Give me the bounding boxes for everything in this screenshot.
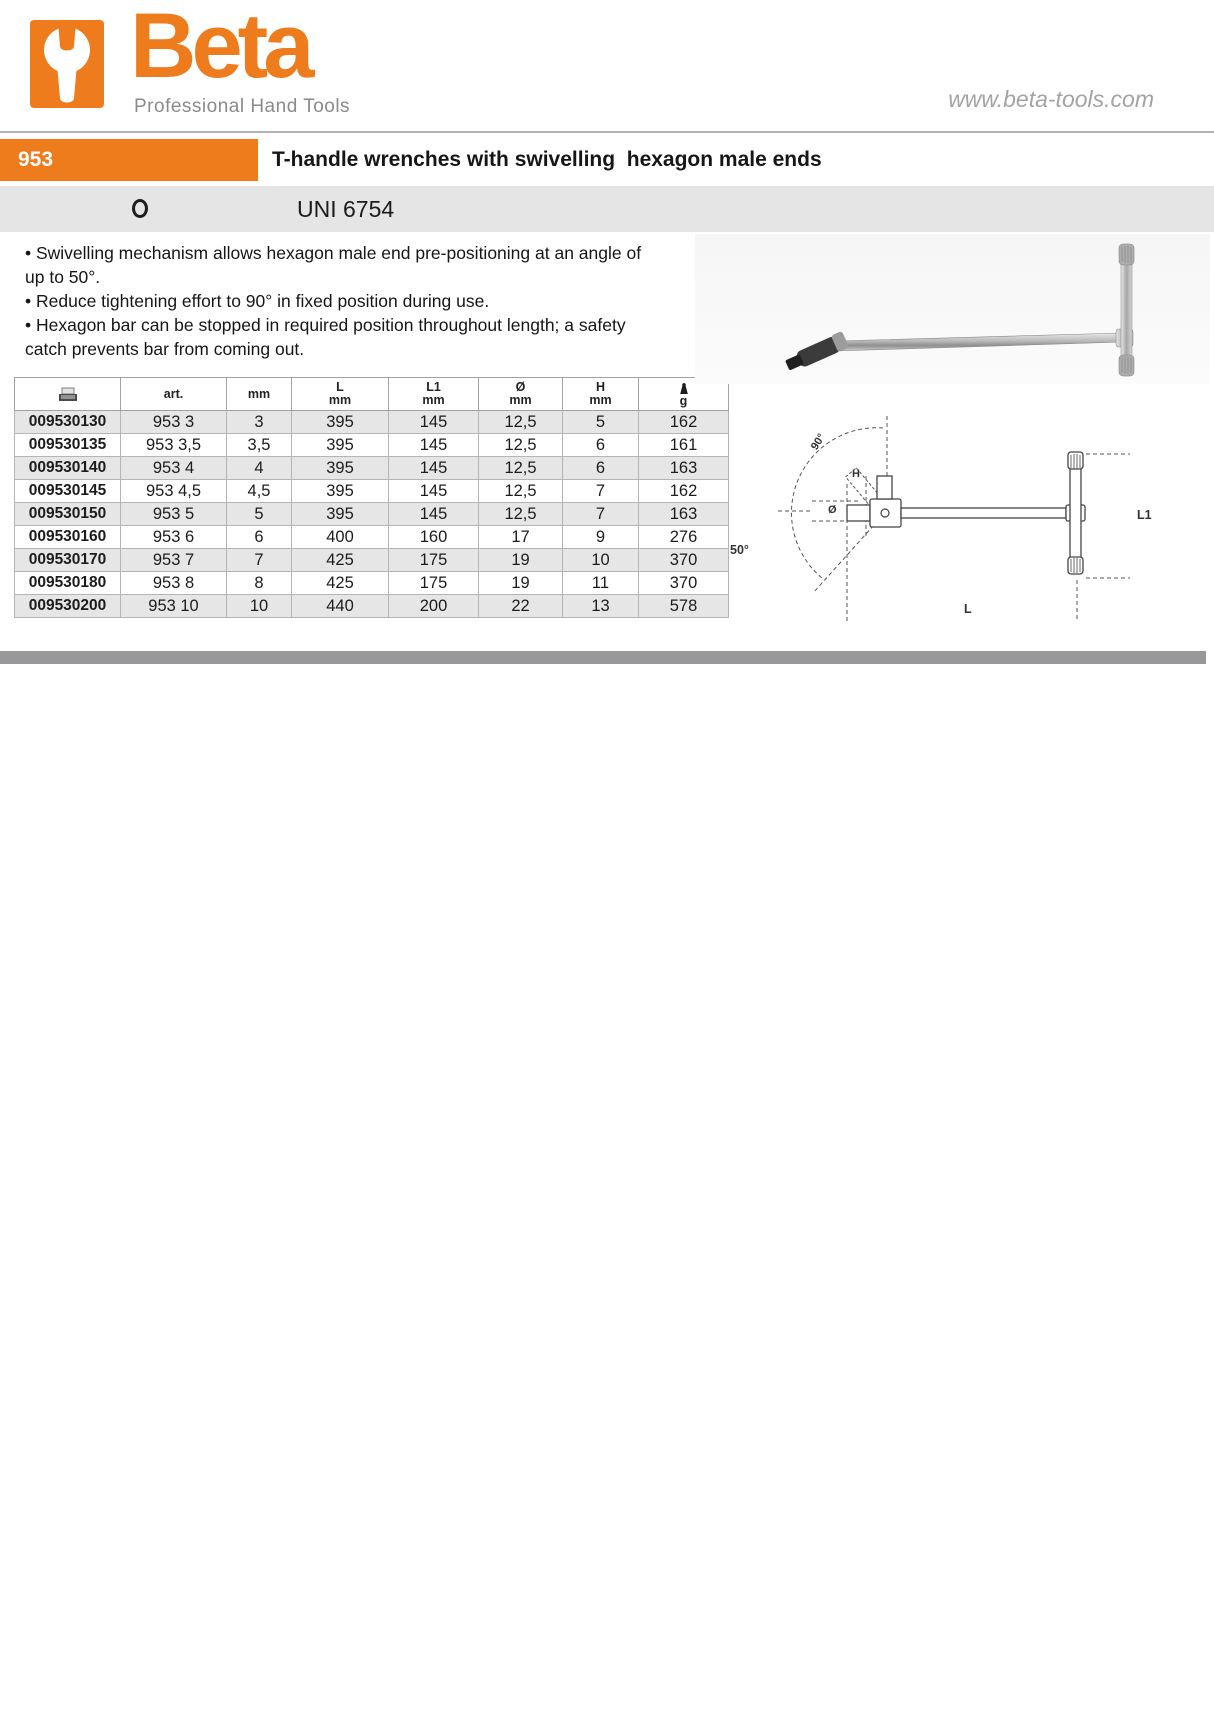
cell-H_mm: 13: [563, 595, 639, 618]
cell-weight_g: 162: [639, 411, 729, 434]
table-row: [15, 503, 729, 526]
diagram-h-label: H: [852, 468, 860, 480]
cell-H_mm: 7: [563, 503, 639, 526]
cell-diameter_mm: 22: [479, 595, 563, 618]
cell-H_mm: 6: [563, 457, 639, 480]
column-header-H_mm: [563, 378, 639, 411]
cell-L1_mm: 175: [389, 549, 479, 572]
cell-code: 009530150: [15, 503, 121, 526]
cell-L_mm: 395: [292, 480, 389, 503]
cell-code: 009530145: [15, 480, 121, 503]
cell-size_mm: 8: [227, 572, 292, 595]
diagram-l1-label: L1: [1137, 508, 1152, 522]
product-family-code: 953: [0, 139, 258, 181]
cell-art: 953 4: [121, 457, 227, 480]
column-header-code: [15, 378, 121, 411]
cell-weight_g: 370: [639, 549, 729, 572]
brand-logo: [30, 0, 370, 118]
cell-L_mm: 400: [292, 526, 389, 549]
cell-L_mm: 425: [292, 549, 389, 572]
cell-art: 953 5: [121, 503, 227, 526]
feature-bullet-1: • Swivelling mechanism allows hexagon male end pre-positioning at an angle of up to 50°.: [25, 243, 642, 287]
diagram-diameter-label: Ø: [828, 504, 837, 516]
cell-L_mm: 440: [292, 595, 389, 618]
column-header-L1_mm: [389, 378, 479, 411]
brand-wordmark: Beta: [130, 0, 310, 97]
spec-table-header-row: [15, 378, 729, 411]
cell-code: 009530180: [15, 572, 121, 595]
cell-L1_mm: 145: [389, 434, 479, 457]
t-handle-wrench-photo-illustration: [695, 234, 1210, 384]
table-row: [15, 572, 729, 595]
column-header-L_mm: [292, 378, 389, 411]
column-header-art: [121, 378, 227, 411]
cell-diameter_mm: 12,5: [479, 411, 563, 434]
technical-diagram: [700, 388, 1175, 633]
standard-label: UNI 6754: [297, 196, 395, 222]
cell-art: 953 3: [121, 411, 227, 434]
cell-weight_g: 370: [639, 572, 729, 595]
cell-art: 953 10: [121, 595, 227, 618]
table-row: [15, 434, 729, 457]
weight-icon: [679, 380, 689, 394]
cell-L1_mm: 145: [389, 411, 479, 434]
diagram-angle-90-label: 90°: [808, 431, 828, 453]
table-row: [15, 526, 729, 549]
column-label: L: [336, 380, 344, 394]
column-unit: mm: [422, 393, 445, 407]
table-row: [15, 457, 729, 480]
cell-size_mm: 4,5: [227, 480, 292, 503]
cell-H_mm: 11: [563, 572, 639, 595]
cell-art: 953 4,5: [121, 480, 227, 503]
page-title: T-handle wrenches with swivelling hexagon male ends: [272, 148, 822, 171]
cell-L1_mm: 175: [389, 572, 479, 595]
cell-H_mm: 7: [563, 480, 639, 503]
wrench-logo-icon: [30, 20, 104, 108]
cell-art: 953 3,5: [121, 434, 227, 457]
column-header-diameter_mm: [479, 378, 563, 411]
cell-H_mm: 6: [563, 434, 639, 457]
standard-bar: [0, 186, 1214, 232]
cell-L_mm: 395: [292, 411, 389, 434]
round-profile-icon: [132, 199, 148, 218]
cell-code: 009530135: [15, 434, 121, 457]
website-url: www.beta-tools.com: [948, 86, 1154, 112]
product-code-icon: [58, 386, 78, 400]
cell-H_mm: 5: [563, 411, 639, 434]
cell-L1_mm: 145: [389, 480, 479, 503]
table-row: [15, 411, 729, 434]
column-unit: mm: [328, 393, 352, 407]
cell-diameter_mm: 12,5: [479, 480, 563, 503]
cell-code: 009530160: [15, 526, 121, 549]
cell-size_mm: 4: [227, 457, 292, 480]
cell-art: 953 6: [121, 526, 227, 549]
cell-L1_mm: 160: [389, 526, 479, 549]
spec-table-body: [15, 411, 729, 618]
column-unit: mm: [247, 386, 271, 401]
cell-size_mm: 3: [227, 411, 292, 434]
cell-weight_g: 161: [639, 434, 729, 457]
cell-art: 953 8: [121, 572, 227, 595]
column-unit: mm: [509, 393, 532, 407]
cell-art: 953 7: [121, 549, 227, 572]
column-label: Ø: [515, 380, 526, 394]
brand-tagline: Professional Hand Tools: [134, 96, 351, 117]
cell-size_mm: 10: [227, 595, 292, 618]
cell-L_mm: 395: [292, 434, 389, 457]
cell-diameter_mm: 12,5: [479, 457, 563, 480]
cell-H_mm: 10: [563, 549, 639, 572]
cell-code: 009530140: [15, 457, 121, 480]
cell-code: 009530200: [15, 595, 121, 618]
table-row: [15, 595, 729, 618]
section-divider-bar: [0, 651, 1206, 664]
table-row: [15, 549, 729, 572]
product-photo: [695, 234, 1210, 384]
cell-L1_mm: 200: [389, 595, 479, 618]
cell-size_mm: 7: [227, 549, 292, 572]
feature-bullet-2: • Reduce tightening effort to 90° in fixed position during use.: [25, 290, 490, 311]
column-label: H: [595, 380, 606, 394]
cell-H_mm: 9: [563, 526, 639, 549]
cell-diameter_mm: 12,5: [479, 503, 563, 526]
cell-diameter_mm: 17: [479, 526, 563, 549]
table-row: [15, 480, 729, 503]
diagram-angle-50-label: 50°: [730, 543, 749, 557]
cell-L_mm: 395: [292, 457, 389, 480]
diagram-l-label: L: [964, 602, 972, 616]
spec-table: [14, 377, 728, 618]
cell-L1_mm: 145: [389, 457, 479, 480]
cell-L1_mm: 145: [389, 503, 479, 526]
cell-L_mm: 425: [292, 572, 389, 595]
cell-weight_g: 578: [639, 595, 729, 618]
column-unit: g: [679, 393, 688, 408]
cell-size_mm: 5: [227, 503, 292, 526]
cell-weight_g: 162: [639, 480, 729, 503]
dimension-drawing: [700, 388, 1175, 633]
cell-weight_g: 276: [639, 526, 729, 549]
column-label: L1: [426, 380, 441, 394]
cell-diameter_mm: 19: [479, 549, 563, 572]
feature-list: [25, 242, 657, 362]
cell-diameter_mm: 19: [479, 572, 563, 595]
feature-bullet-3: • Hexagon bar can be stopped in required position throughout length; a safety catch prevents bar from coming out.: [25, 314, 626, 359]
column-header-size_mm: [227, 378, 292, 411]
cell-size_mm: 6: [227, 526, 292, 549]
cell-weight_g: 163: [639, 457, 729, 480]
cell-code: 009530170: [15, 549, 121, 572]
cell-size_mm: 3,5: [227, 434, 292, 457]
cell-weight_g: 163: [639, 503, 729, 526]
cell-L_mm: 395: [292, 503, 389, 526]
header-divider-line: [0, 131, 1214, 133]
column-unit: mm: [589, 393, 612, 407]
column-unit: art.: [163, 386, 184, 401]
product-title-bar: [0, 139, 1214, 181]
cell-diameter_mm: 12,5: [479, 434, 563, 457]
cell-code: 009530130: [15, 411, 121, 434]
